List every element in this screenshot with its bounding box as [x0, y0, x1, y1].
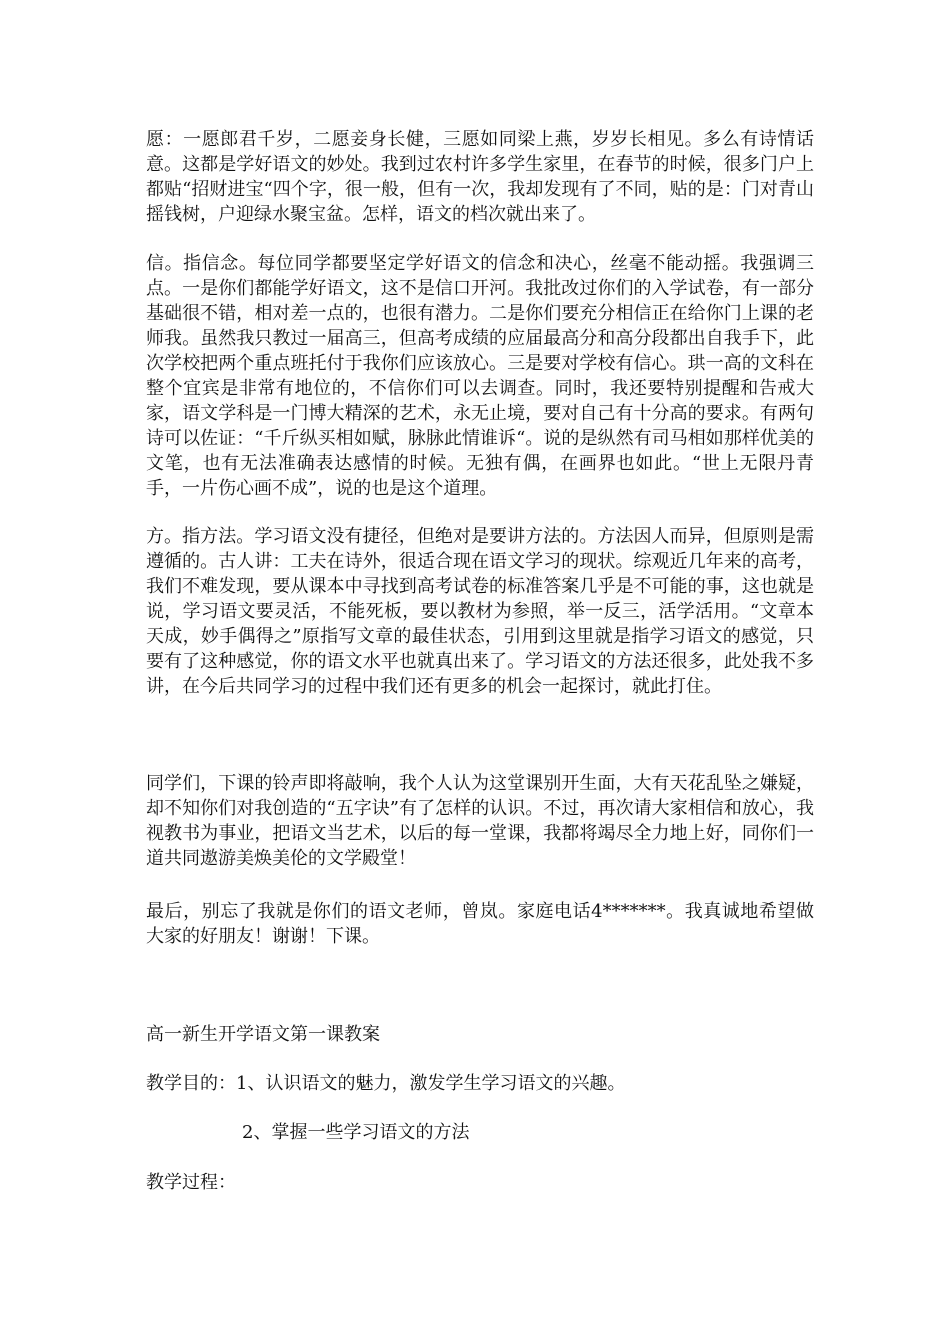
paragraph-closing: 同学们，下课的铃声即将敲响，我个人认为这堂课别开生面，大有天花乱坠之嫌疑，却不知你们对我创造的“五字诀”有了怎样的认识。不过，再次请大家相信和放心，我视教书为事业，把语文当艺术，以后的每一堂课，我都将竭尽全力地上好，同你们一道共同遨游美焕美伦的文学殿堂！: [146, 773, 814, 869]
paragraph-method: 方。指方法。学习语文没有捷径，但绝对是要讲方法的。方法因人而异，但原则是需遵循的。古人讲：工夫在诗外，很适合现在语文学习的现状。综观近几年来的高考，我们不难发现，要从课本中寻找到高考试卷的标准答案几乎是不可能的事，这也就是说，学习语文要灵活，不能死板，要以教材为参照，举一反三，活学活用。“文章本天成，妙手偶得之”原指写文章的最佳状态，引用到这里就是指学习语文的感觉，只要有了这种感觉，你的语文水平也就真出来了。学习语文的方法还很多，此处我不多讲，在今后共同学习的过程中我们还有更多的机会一起探讨，就此打住。: [146, 526, 814, 697]
teaching-goal-1: 教学目的：1、认识语文的魅力，激发学生学习语文的兴趣。: [146, 1073, 626, 1094]
paragraph-wish: 愿：一愿郎君千岁，二愿妾身长健，三愿如同梁上燕，岁岁长相见。多么有诗情话意。这都是学好语文的妙处。我到过农村许多学生家里，在春节的时候，很多门户上都贴“招财进宝“四个字，很一般，但有一次，我却发现有了不同，贴的是：门对青山摇钱树，户迎绿水聚宝盆。怎样，语文的档次就出来了。: [146, 129, 814, 225]
paragraph-belief: 信。指信念。每位同学都要坚定学好语文的信念和决心，丝毫不能动摇。我强调三点。一是你们都能学好语文，这不是信口开河。我批改过你们的入学试卷，有一部分基础很不错，相对差一点的，也很有潜力。二是你们要充分相信正在给你门上课的老师我。虽然我只教过一届高三，但高考成绩的应届最高分和高分段都出自我手下，此次学校把两个重点班托付于我你们应该放心。三是要对学校有信心。珙一高的文科在整个宜宾是非常有地位的，不信你们可以去调查。同时，我还要特别提醒和告戒大家，语文学科是一门博大精深的艺术，永无止境，要对自己有十分高的要求。有两句诗可以佐证：“千斤纵买相如赋，脉脉此情谁诉“。说的是纵然有司马相如那样优美的文笔，也有无法准确表达感情的时候。无独有偶，在画界也如此。“世上无限丹青手，一片伤心画不成”，说的也是这个道理。: [146, 253, 814, 499]
teaching-process-label: 教学过程：: [146, 1172, 236, 1193]
paragraph-farewell: 最后，别忘了我就是你们的语文老师，曾岚。家庭电话4*******。我真诚地希望做大家的好朋友！谢谢！下课。: [146, 901, 814, 947]
teaching-goal-2: 2、掌握一些学习语文的方法: [242, 1122, 470, 1143]
lesson-plan-title: 高一新生开学语文第一课教案: [146, 1024, 380, 1045]
